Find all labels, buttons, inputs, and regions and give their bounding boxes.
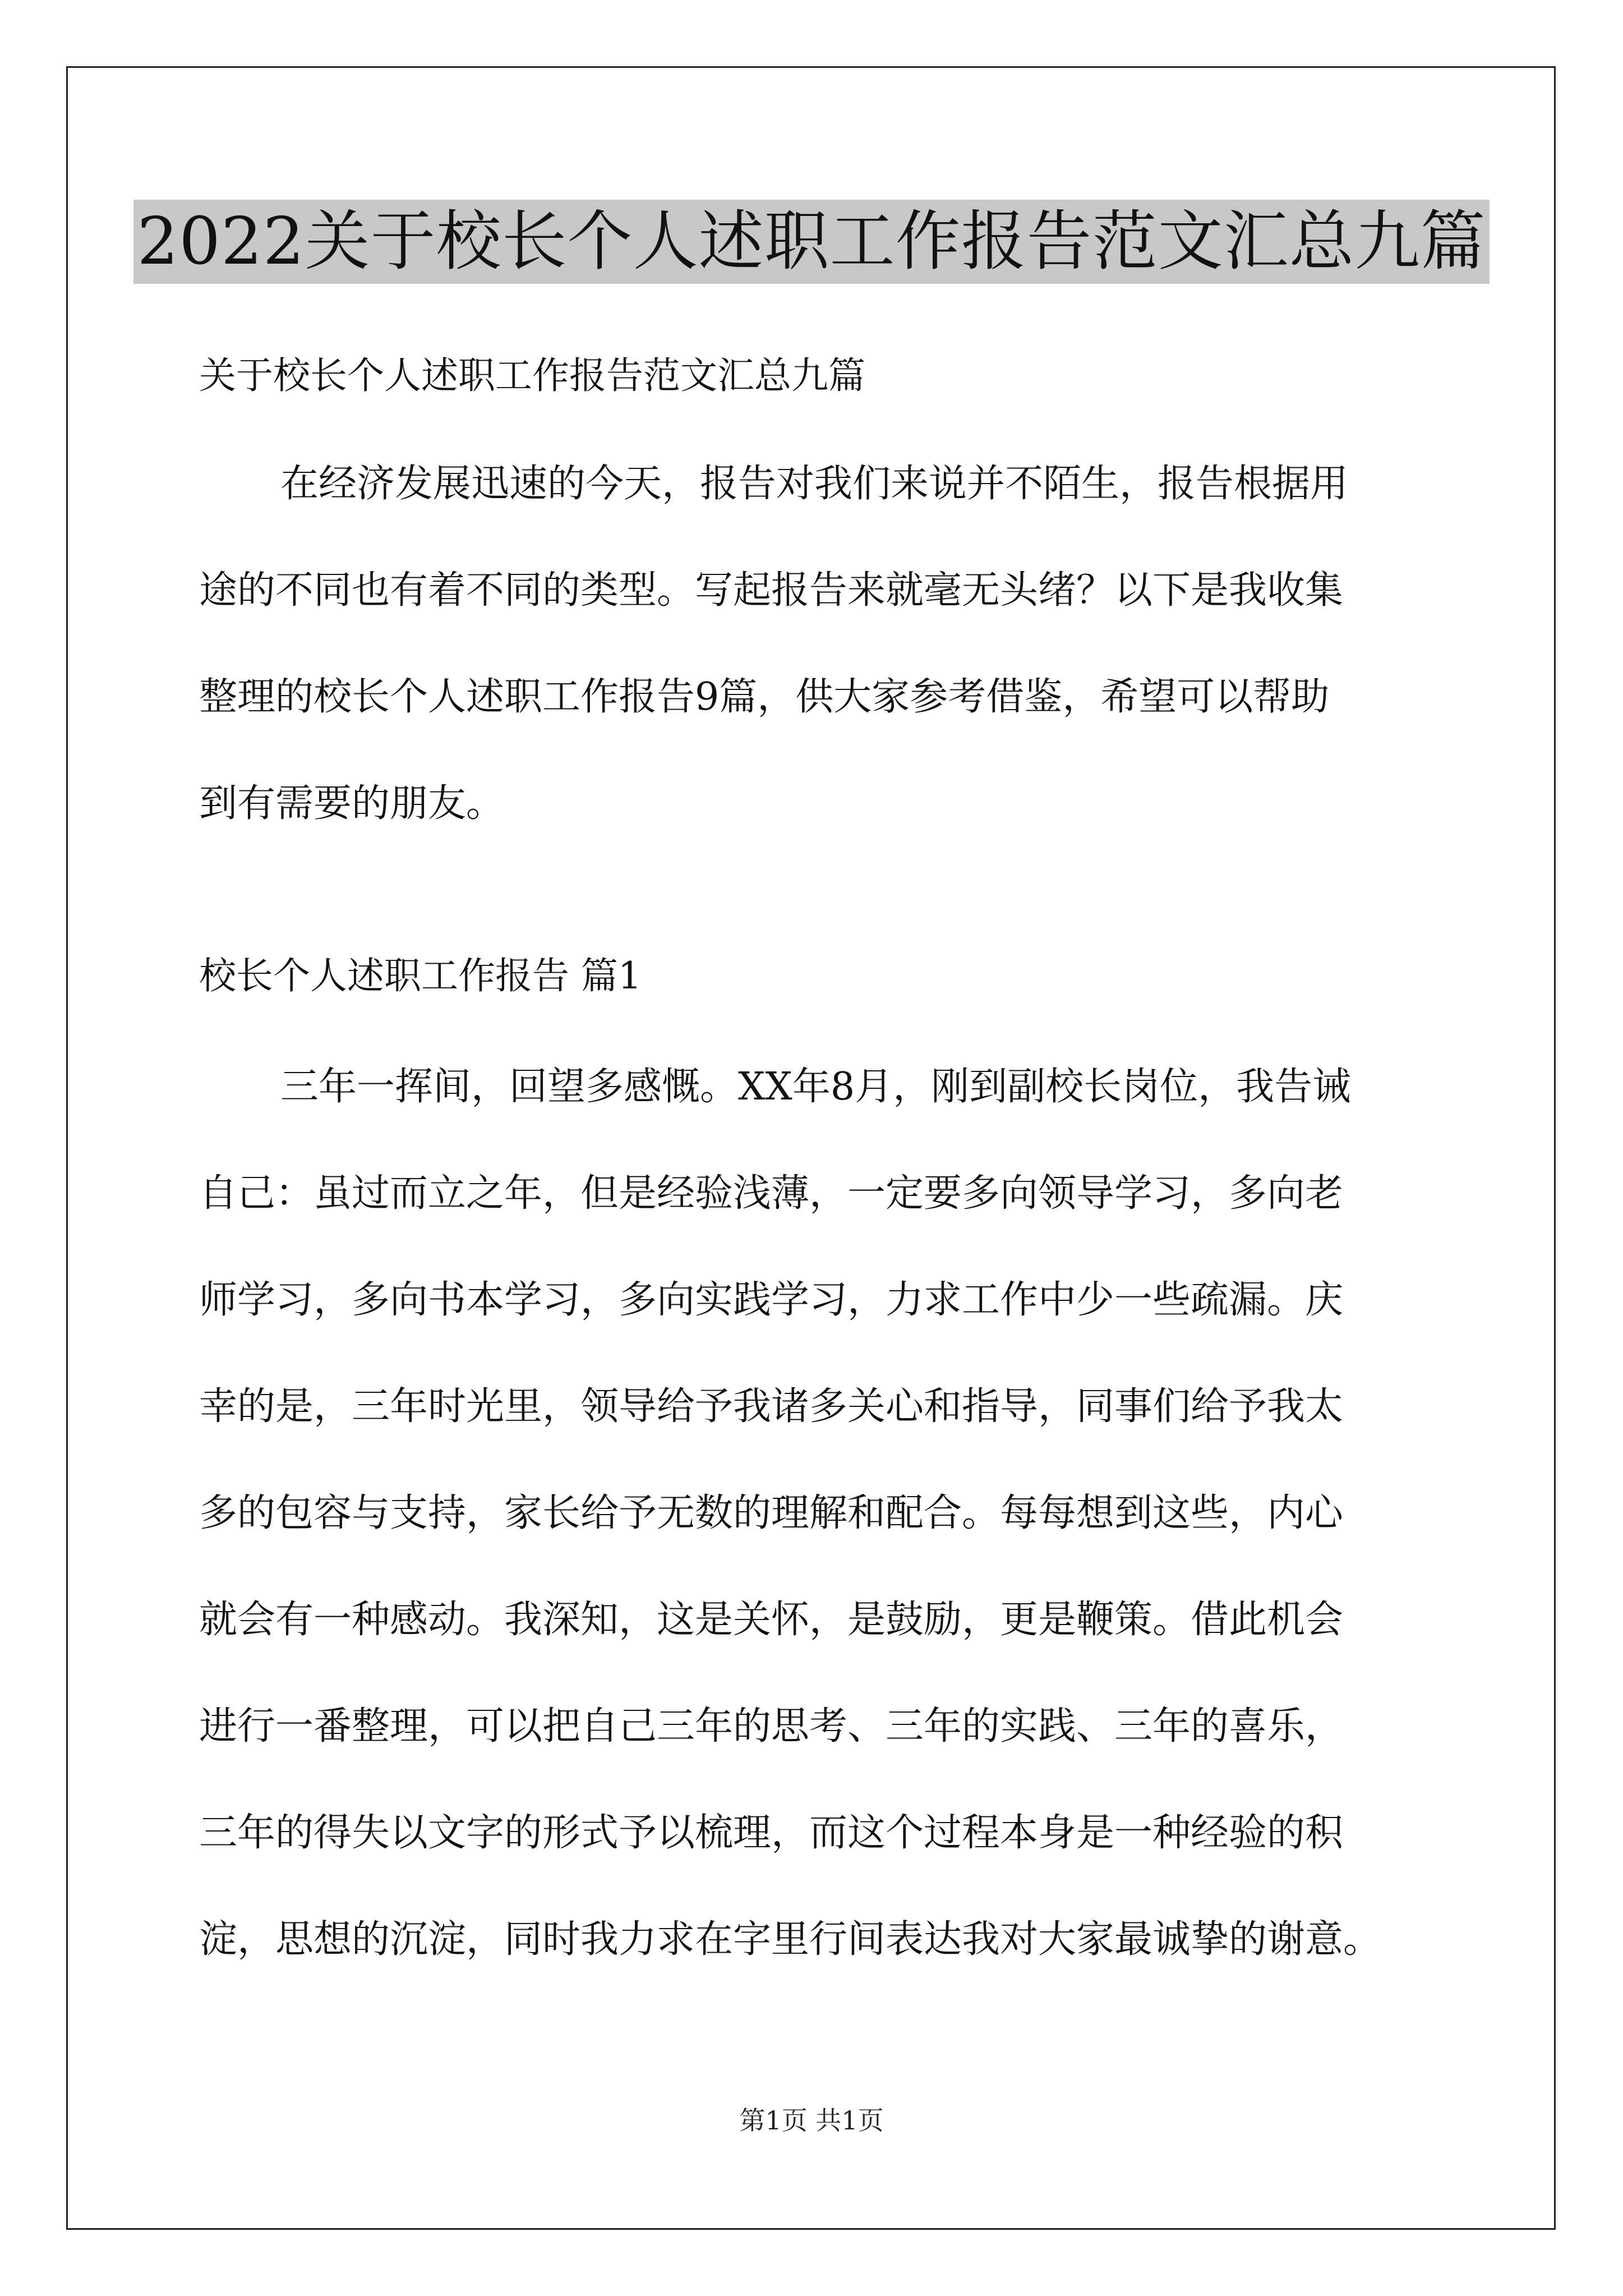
page-footer: 第1页 共1页: [739, 2105, 884, 2136]
section-paragraph: [199, 1060, 1455, 2019]
paragraph-line: 整理的校长个人述职工作报告9篇，供大家参考借鉴，希望可以帮助: [199, 675, 1330, 719]
intro-paragraph: [199, 457, 1455, 884]
paragraph-line: 在经济发展迅速的今天，报告对我们来说并不陌生，报告根据用: [280, 462, 1349, 506]
paragraph-line: 淀，思想的沉淀，同时我力求在字里行间表达我对大家最诚挚的谢意。: [199, 1917, 1382, 1962]
section-heading: 校长个人述职工作报告 篇1: [199, 954, 642, 997]
document-title-text: 2022关于校长个人述职工作报告范文汇总九篇: [133, 200, 1489, 284]
paragraph-line: 自己：虽过而立之年，但是经验浅薄，一定要多向领导学习，多向老: [199, 1171, 1344, 1216]
document-subtitle: 关于校长个人述职工作报告范文汇总九篇: [199, 354, 865, 397]
paragraph-line: 多的包容与支持，家长给予无数的理解和配合。每每想到这些，内心: [199, 1491, 1344, 1535]
document-title: [0, 200, 1623, 284]
paragraph-line: 三年的得失以文字的形式予以梳理，而这个过程本身是一种经验的积: [199, 1811, 1344, 1855]
paragraph-line: 到有需要的朋友。: [199, 781, 505, 826]
paragraph-line: 途的不同也有着不同的类型。写起报告来就毫无头绪？以下是我收集: [199, 568, 1344, 613]
paragraph-line: 就会有一种感动。我深知，这是关怀，是鼓励，更是鞭策。借此机会: [199, 1598, 1344, 1642]
paragraph-line: 幸的是，三年时光里，领导给予我诸多关心和指导，同事们给予我太: [199, 1384, 1344, 1429]
paragraph-line: 师学习，多向书本学习，多向实践学习，力求工作中少一些疏漏。庆: [199, 1278, 1344, 1322]
paragraph-line: 三年一挥间，回望多感慨。XX年8月，刚到副校长岗位，我告诫: [280, 1065, 1351, 1109]
paragraph-line: 进行一番整理，可以把自己三年的思考、三年的实践、三年的喜乐，: [199, 1704, 1344, 1749]
